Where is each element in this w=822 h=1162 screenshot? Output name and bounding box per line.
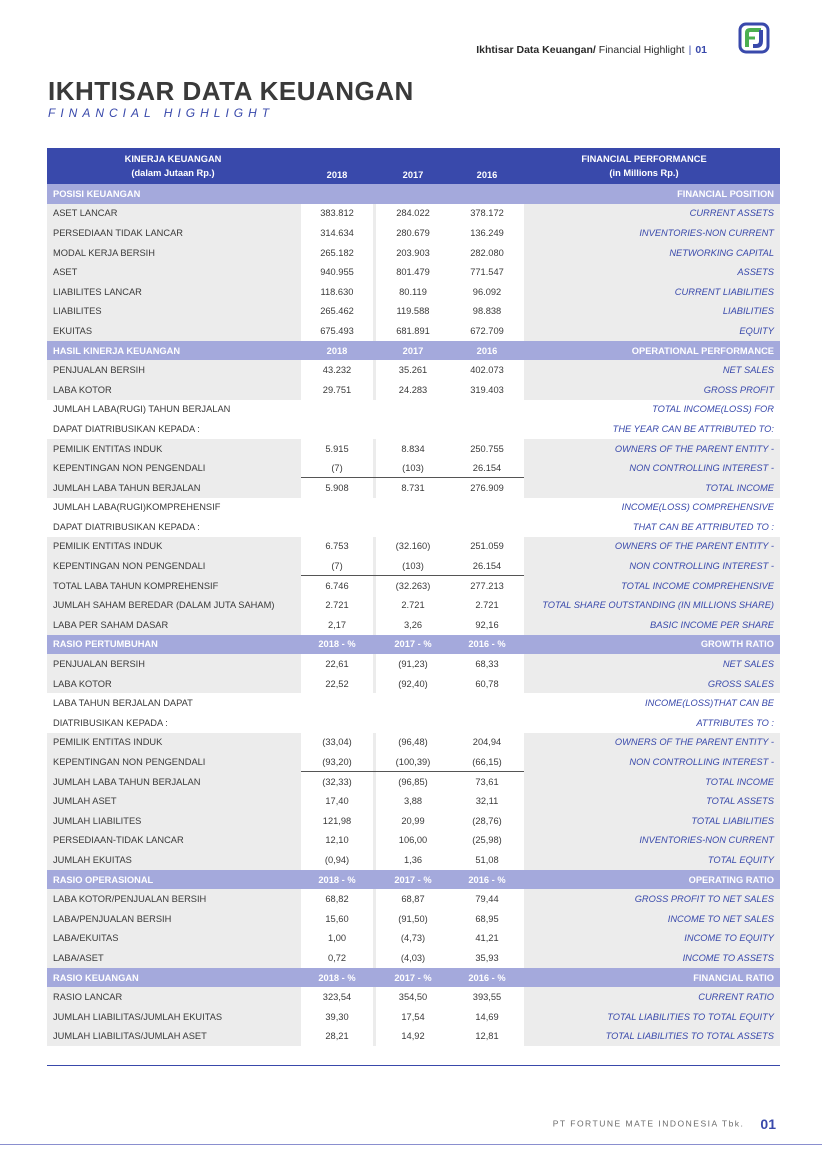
value-2018: 5.915 (325, 443, 349, 454)
value-2017: (91,50) (398, 913, 428, 924)
label-english: OWNERS OF THE PARENT ENTITY - (614, 541, 774, 552)
label-english: CURRENT LIABILITIES (674, 286, 774, 297)
value-2017: 280.679 (396, 227, 430, 238)
value-2017 (376, 400, 450, 420)
header-en-line2: (in Millions Rp.) (609, 168, 679, 178)
label-english: OWNERS OF THE PARENT ENTITY - (614, 737, 774, 748)
label-indonesian: LIABILITES (53, 306, 102, 317)
value-2016: (28,76) (472, 815, 502, 826)
value-2018 (301, 713, 373, 733)
value-2018: 675.493 (320, 325, 354, 336)
label-indonesian: LABA/ASET (53, 952, 104, 963)
value-2017: 3,88 (403, 796, 423, 807)
table-row (47, 223, 780, 243)
label-indonesian: PENJUALAN BERSIH (53, 365, 145, 376)
value-2018: 265.182 (320, 247, 354, 258)
value-2016: 771.547 (470, 267, 504, 278)
value-2017 (376, 693, 450, 713)
value-2018: (33,04) (322, 737, 352, 748)
value-2016: 136.249 (470, 227, 504, 238)
label-indonesian: LABA KOTOR/PENJUALAN BERSIH (53, 894, 207, 905)
value-2018: 940.955 (320, 267, 354, 278)
label-english: INCOME TO NET SALES (667, 913, 774, 924)
value-2016: 14,69 (475, 1011, 499, 1022)
label-english: INCOME(LOSS)THAT CAN BE (645, 698, 774, 709)
value-2017: 106,00 (398, 835, 428, 846)
value-2018: 2,17 (327, 619, 347, 630)
label-english: EQUITY (739, 325, 774, 336)
value-2018: 28,21 (325, 1031, 349, 1042)
value-2016 (450, 693, 524, 713)
value-2018: (0,94) (324, 854, 350, 865)
label-indonesian: PEMILIK ENTITAS INDUK (53, 737, 163, 748)
value-2016: 92,16 (475, 619, 499, 630)
value-2016: 2016 - % (468, 972, 506, 983)
header-indonesian (53, 148, 293, 184)
value-2017: (96,85) (398, 776, 428, 787)
label-english: INVENTORIES-NON CURRENT (639, 835, 774, 846)
value-2017: 2017 - % (394, 639, 432, 650)
label-english: GROSS PROFIT (703, 384, 774, 395)
value-2018: 2018 - % (318, 874, 356, 885)
label-indonesian: PEMILIK ENTITAS INDUK (53, 541, 163, 552)
header-year-2018: 2018 (326, 170, 348, 180)
table-row (47, 733, 780, 753)
value-2016: 41,21 (475, 933, 499, 944)
label-indonesian: ASET (53, 267, 78, 278)
label-indonesian: RASIO LANCAR (53, 992, 123, 1003)
value-2016: 204,94 (472, 737, 502, 748)
label-english: GROWTH RATIO (700, 639, 774, 650)
page-subtitle: FINANCIAL HIGHLIGHT (48, 106, 275, 120)
value-2017: 2017 (402, 345, 424, 356)
value-2017 (376, 713, 450, 733)
table-row (47, 419, 780, 439)
label-english: TOTAL EQUITY (707, 854, 774, 865)
value-2017: (103) (402, 463, 424, 474)
label-english: TOTAL INCOME(LOSS) FOR (652, 404, 774, 415)
value-2018: 2.721 (325, 600, 349, 611)
value-2018: 29.751 (322, 384, 352, 395)
table-row (47, 791, 780, 811)
label-english: TOTAL INCOME (705, 776, 774, 787)
table-row (47, 262, 780, 282)
label-english: LIABILITIES (722, 306, 774, 317)
value-2018: 12,10 (325, 835, 349, 846)
value-2016: 282.080 (470, 247, 504, 258)
value-2018: 118.630 (320, 286, 354, 297)
value-2017: (32.160) (395, 541, 431, 552)
label-indonesian: DAPAT DIATRIBUSIKAN KEPADA : (53, 423, 200, 434)
table-row (47, 693, 780, 713)
value-2016: (66,15) (472, 757, 502, 768)
table-row (47, 595, 780, 615)
running-header (476, 44, 707, 56)
table-bottom-rule (47, 1065, 780, 1066)
value-2016: 51,08 (475, 854, 499, 865)
table-row (47, 674, 780, 694)
section-header-row (47, 635, 780, 655)
running-header-page-number: 01 (695, 44, 707, 56)
section-header-row (47, 870, 780, 890)
label-indonesian: HASIL KINERJA KEUANGAN (53, 345, 181, 356)
table-body (47, 184, 780, 1046)
value-2018: 383.812 (320, 208, 354, 219)
label-indonesian: POSISI KEUANGAN (53, 188, 141, 199)
label-english: CURRENT ASSETS (689, 208, 774, 219)
value-2018: (32,33) (322, 776, 352, 787)
value-2016: 60,78 (475, 678, 499, 689)
section-header-row (47, 341, 780, 361)
value-2016 (450, 498, 524, 518)
label-indonesian: PEMILIK ENTITAS INDUK (53, 443, 163, 454)
value-2018: 265.462 (320, 306, 354, 317)
value-2018: 17,40 (325, 796, 349, 807)
label-indonesian: RASIO PERTUMBUHAN (53, 639, 158, 650)
header-year-2016: 2016 (476, 170, 498, 180)
label-indonesian: LABA PER SAHAM DASAR (53, 619, 169, 630)
table-row (47, 243, 780, 263)
value-2017: (100,39) (395, 757, 431, 768)
label-english: GROSS PROFIT TO NET SALES (634, 894, 774, 905)
table-row (47, 517, 780, 537)
running-header-title: Ikhtisar Data Keuangan/ (476, 44, 596, 56)
table-row (47, 380, 780, 400)
value-2017 (376, 517, 450, 537)
value-2017: 681.891 (396, 325, 430, 336)
value-2016: 32,11 (475, 796, 499, 807)
value-2016: 2.721 (475, 600, 499, 611)
table-row (47, 909, 780, 929)
value-2017 (376, 184, 450, 204)
value-2018: 2018 - % (318, 972, 356, 983)
value-2018: 314.634 (320, 227, 354, 238)
value-2016: 98.838 (472, 306, 502, 317)
label-english: OPERATIONAL PERFORMANCE (631, 345, 774, 356)
table-row (47, 850, 780, 870)
value-2018: 6.746 (325, 580, 349, 591)
label-indonesian: RASIO OPERASIONAL (53, 874, 154, 885)
label-english: NETWORKING CAPITAL (669, 247, 774, 258)
value-2016: 2016 (476, 345, 498, 356)
value-2018: 22,61 (325, 659, 349, 670)
value-2017: 3,26 (403, 619, 423, 630)
label-english: TOTAL LIABILITIES TO TOTAL EQUITY (607, 1011, 774, 1022)
value-2016: 393,55 (472, 992, 502, 1003)
value-2016: 73,61 (475, 776, 499, 787)
value-2016 (450, 400, 524, 420)
value-2018: 6.753 (325, 541, 349, 552)
value-2017: (4,73) (400, 933, 426, 944)
label-indonesian: JUMLAH LIABILITAS/JUMLAH ASET (53, 1031, 207, 1042)
value-2018: 39,30 (325, 1011, 349, 1022)
label-indonesian: MODAL KERJA BERSIH (53, 247, 155, 258)
label-indonesian: KEPENTINGAN NON PENGENDALI (53, 757, 206, 768)
label-indonesian: EKUITAS (53, 325, 93, 336)
label-english: TOTAL ASSETS (706, 796, 774, 807)
table-row (47, 478, 780, 498)
value-2016: 12,81 (475, 1031, 499, 1042)
value-2016 (450, 517, 524, 537)
header-ind-line1: KINERJA KEUANGAN (124, 154, 222, 164)
table-row (47, 1007, 780, 1027)
value-2016: 2016 - % (468, 639, 506, 650)
table-header (47, 148, 780, 184)
value-2016 (450, 184, 524, 204)
label-english: NON CONTROLLING INTEREST - (629, 463, 774, 474)
value-2018 (301, 498, 373, 518)
running-header-separator: | (688, 44, 692, 56)
table-row (47, 654, 780, 674)
financial-highlight-table (47, 148, 780, 1046)
label-indonesian: JUMLAH SAHAM BEREDAR (DALAM JUTA SAHAM) (53, 600, 275, 611)
value-2017: 80.119 (399, 286, 427, 297)
label-indonesian: TOTAL LABA TAHUN KOMPREHENSIF (53, 580, 219, 591)
label-indonesian: DAPAT DIATRIBUSIKAN KEPADA : (53, 521, 200, 532)
label-indonesian: PERSEDIAAN-TIDAK LANCAR (53, 835, 184, 846)
table-row (47, 772, 780, 792)
value-2016: 26.154 (472, 561, 502, 572)
label-english: INVENTORIES-NON CURRENT (639, 227, 774, 238)
label-english: BASIC INCOME PER SHARE (650, 619, 774, 630)
value-2018 (301, 184, 373, 204)
table-row (47, 360, 780, 380)
table-row (47, 282, 780, 302)
label-indonesian: JUMLAH LABA TAHUN BERJALAN (53, 482, 201, 493)
value-2017: (92,40) (398, 678, 428, 689)
value-2017: 284.022 (396, 208, 430, 219)
label-indonesian: LABA TAHUN BERJALAN DAPAT (53, 698, 193, 709)
value-2018: 1,00 (327, 933, 347, 944)
label-english: FINANCIAL RATIO (693, 972, 774, 983)
value-2018: 2018 - % (318, 639, 356, 650)
value-2016: 250.755 (470, 443, 504, 454)
value-2017: 203.903 (396, 247, 430, 258)
value-2016: (25,98) (472, 835, 502, 846)
value-2017 (376, 419, 450, 439)
label-indonesian: DIATRIBUSIKAN KEPADA : (53, 717, 168, 728)
label-english: INCOME TO ASSETS (682, 952, 774, 963)
table-row (47, 752, 780, 772)
label-indonesian: JUMLAH LIABILITES (53, 815, 142, 826)
label-indonesian: JUMLAH LABA(RUGI)KOMPREHENSIF (53, 502, 221, 513)
value-2018: 2018 (326, 345, 348, 356)
value-2017: 801.479 (396, 267, 430, 278)
table-row (47, 321, 780, 341)
label-english: TOTAL INCOME COMPREHENSIVE (621, 580, 774, 591)
label-english: TOTAL LIABILITIES TO TOTAL ASSETS (605, 1031, 774, 1042)
value-2016: 96.092 (472, 286, 502, 297)
label-english: OWNERS OF THE PARENT ENTITY - (614, 443, 774, 454)
label-english: NET SALES (722, 365, 774, 376)
label-indonesian: LABA KOTOR (53, 384, 112, 395)
table-row (47, 713, 780, 733)
label-indonesian: KEPENTINGAN NON PENGENDALI (53, 561, 206, 572)
value-2017 (376, 498, 450, 518)
table-row (47, 576, 780, 596)
label-english: TOTAL SHARE OUTSTANDING (IN MILLIONS SHARE) (542, 600, 774, 611)
table-row (47, 987, 780, 1007)
value-2017: 17,54 (401, 1011, 425, 1022)
value-2017: (4,03) (400, 952, 426, 963)
label-english: CURRENT RATIO (698, 992, 774, 1003)
label-indonesian: KEPENTINGAN NON PENGENDALI (53, 463, 206, 474)
table-row (47, 831, 780, 851)
footer-page-number: 01 (760, 1116, 776, 1132)
value-2018: 22,52 (325, 678, 349, 689)
value-2017: 8.834 (401, 443, 425, 454)
value-2017: (32.263) (395, 580, 431, 591)
value-2017: 354,50 (398, 992, 428, 1003)
label-english: NON CONTROLLING INTEREST - (629, 757, 774, 768)
label-english: TOTAL INCOME (705, 482, 774, 493)
value-2018: 323,54 (322, 992, 352, 1003)
value-2016: 68,33 (475, 659, 499, 670)
section-header-row (47, 184, 780, 204)
label-indonesian: JUMLAH LABA(RUGI) TAHUN BERJALAN (53, 404, 231, 415)
value-2016 (450, 419, 524, 439)
value-2017: 2017 - % (394, 874, 432, 885)
label-english: INCOME TO EQUITY (684, 933, 774, 944)
label-indonesian: JUMLAH ASET (53, 796, 117, 807)
table-row (47, 811, 780, 831)
running-header-subtitle: Financial Highlight (595, 44, 685, 56)
value-2016: 2016 - % (468, 874, 506, 885)
value-2017: 119.588 (396, 306, 430, 317)
value-2016: 319.403 (470, 384, 504, 395)
value-2016: 251.059 (470, 541, 504, 552)
label-english: THE YEAR CAN BE ATTRIBUTED TO: (612, 423, 774, 434)
label-english: THAT CAN BE ATTRIBUTED TO : (632, 521, 774, 532)
value-2017: 14,92 (401, 1031, 425, 1042)
value-2016: 378.172 (470, 208, 504, 219)
label-indonesian: JUMLAH LABA TAHUN BERJALAN (53, 776, 201, 787)
header-en-line1: FINANCIAL PERFORMANCE (581, 154, 707, 164)
value-2018: (93,20) (322, 757, 352, 768)
table-row (47, 498, 780, 518)
value-2017: 8.731 (401, 482, 425, 493)
label-indonesian: JUMLAH EKUITAS (53, 854, 132, 865)
value-2018: 15,60 (325, 913, 349, 924)
value-2016: 672.709 (470, 325, 504, 336)
label-english: ASSETS (737, 267, 774, 278)
value-2017: 2.721 (401, 600, 425, 611)
value-2017: 24.283 (398, 384, 428, 395)
label-indonesian: LABA/PENJUALAN BERSIH (53, 913, 172, 924)
value-2018: (7) (331, 561, 343, 572)
table-row (47, 948, 780, 968)
value-2018 (301, 400, 373, 420)
table-row (47, 929, 780, 949)
table-row (47, 889, 780, 909)
value-2017: 2017 - % (394, 972, 432, 983)
table-row (47, 400, 780, 420)
value-2016: 276.909 (470, 482, 504, 493)
value-2016: 277.213 (470, 580, 504, 591)
table-row (47, 302, 780, 322)
value-2016: 26.154 (472, 463, 502, 474)
label-indonesian: LIABILITES LANCAR (53, 286, 142, 297)
value-2017: (91,23) (398, 659, 428, 670)
value-2016: 35,93 (475, 952, 499, 963)
table-row (47, 537, 780, 557)
page-footer (553, 1116, 776, 1132)
label-english: NET SALES (722, 659, 774, 670)
value-2017: 20,99 (401, 815, 425, 826)
label-indonesian: JUMLAH LIABILITAS/JUMLAH EKUITAS (53, 1011, 223, 1022)
value-2018 (301, 517, 373, 537)
label-english: OPERATING RATIO (688, 874, 774, 885)
value-2017: 68,87 (401, 894, 425, 905)
label-english: FINANCIAL POSITION (677, 188, 774, 199)
table-row (47, 204, 780, 224)
label-indonesian: PENJUALAN BERSIH (53, 659, 145, 670)
label-english: NON CONTROLLING INTEREST - (629, 561, 774, 572)
header-english (514, 148, 774, 184)
table-row (47, 439, 780, 459)
value-2018: 0,72 (327, 952, 347, 963)
value-2017: (103) (402, 561, 424, 572)
label-english: INCOME(LOSS) COMPREHENSIVE (621, 502, 774, 513)
value-2018: (7) (331, 463, 343, 474)
value-2018: 5.908 (325, 482, 349, 493)
label-indonesian: LABA KOTOR (53, 678, 112, 689)
section-header-row (47, 968, 780, 988)
footer-company: PT FORTUNE MATE INDONESIA Tbk. (552, 1118, 745, 1129)
table-row (47, 1027, 780, 1047)
header-year-2017: 2017 (402, 170, 424, 180)
label-indonesian: RASIO KEUANGAN (53, 972, 139, 983)
label-indonesian: LABA/EKUITAS (53, 933, 119, 944)
value-2017: 1,36 (403, 854, 423, 865)
value-2018 (301, 693, 373, 713)
footer-rule (0, 1144, 822, 1145)
label-indonesian: ASET LANCAR (53, 208, 118, 219)
value-2018: 68,82 (325, 894, 349, 905)
value-2018 (301, 419, 373, 439)
value-2016: 402.073 (470, 365, 504, 376)
label-english: TOTAL LIABILITIES (691, 815, 774, 826)
page-title: IKHTISAR DATA KEUANGAN (48, 76, 414, 106)
label-english: GROSS SALES (707, 678, 774, 689)
label-english: ATTRIBUTES TO : (696, 717, 774, 728)
company-logo (738, 22, 770, 54)
value-2017: 35.261 (398, 365, 428, 376)
value-2016: 79,44 (475, 894, 499, 905)
table-row (47, 458, 780, 478)
value-2018: 121,98 (322, 815, 352, 826)
table-row (47, 615, 780, 635)
table-row (47, 556, 780, 576)
label-indonesian: PERSEDIAAN TIDAK LANCAR (53, 227, 184, 238)
value-2017: (96,48) (398, 737, 428, 748)
header-ind-line2: (dalam Jutaan Rp.) (131, 168, 215, 178)
value-2016: 68,95 (475, 913, 499, 924)
value-2018: 43.232 (322, 365, 352, 376)
value-2016 (450, 713, 524, 733)
